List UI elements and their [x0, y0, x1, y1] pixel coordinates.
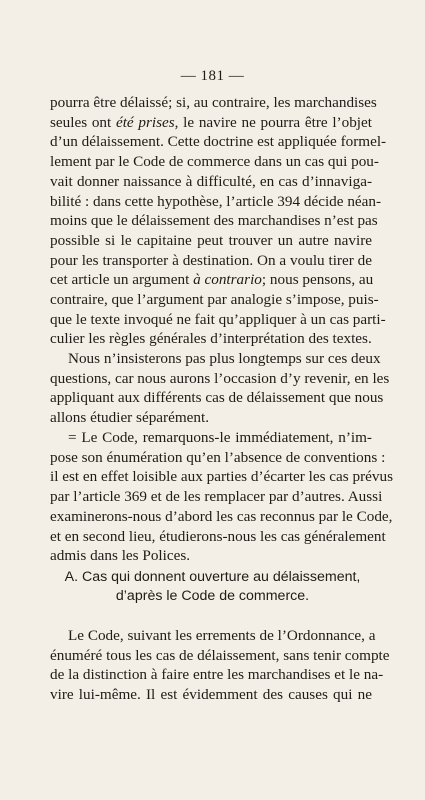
text-line: vait donner naissance à difficulté, en cas d’innaviga-	[50, 172, 372, 190]
text-line: vire lui-même. Il est évidemment des causes qui ne	[50, 686, 372, 704]
heading-line: A. Cas qui donnent ouverture au délaissement,	[64, 569, 361, 585]
text-line: bilité : dans cette hypothèse, l’article 394 décide néan-	[50, 192, 382, 210]
section-heading	[50, 568, 375, 606]
text-line: allons étudier séparément.	[50, 409, 209, 427]
text-line: moins que le délaissement des marchandises n’est pas	[50, 212, 378, 230]
paragraph-4	[50, 626, 390, 705]
text-line: par l’article 369 et de les remplacer par d’autres. Aussi	[50, 488, 383, 506]
text-line: Nous n’insisterons pas plus longtemps sur ces deux	[68, 350, 381, 367]
text-line: questions, car nous aurons l’occasion d’y revenir, en les	[50, 369, 390, 387]
text-line: pose son énumération qu’en l’absence de conventions :	[50, 448, 386, 466]
paragraph-2	[50, 349, 390, 428]
text-line: énuméré tous les cas de délaissement, sans tenir compte	[50, 646, 390, 664]
text-line: et en second lieu, étudierons-nous les cas généralement	[50, 527, 386, 545]
text-line: d’un délaissement. Cette doctrine est appliquée formel-	[50, 133, 387, 151]
text-line: cet article un argument à contrario; nous pensons, au	[50, 271, 374, 289]
heading-line: d’après le Code de commerce.	[115, 588, 310, 604]
text-line: pourra être délaissé; si, au contraire, les marchandises	[50, 94, 377, 111]
text-line: examinerons-nous d’abord les cas reconnus par le Code,	[50, 507, 393, 525]
text-line: pour les transporter à destination. On a voulu tirer de	[50, 251, 372, 269]
text-line: de la distinction à faire entre les marchandises et le na-	[50, 666, 384, 684]
text-line: contraire, que l’argument par analogie s’impose, puis-	[50, 291, 379, 309]
text-line: culier les règles générales d’interprétation des textes.	[50, 330, 372, 348]
text-line: Le Code, suivant les errements de l’Ordonnance, a	[68, 627, 376, 644]
text-line: seules ont été prises, le navire ne pourra être l’objet	[50, 113, 372, 131]
paragraph-1	[50, 93, 387, 349]
text-line: possible si le capitaine peut trouver un autre navire	[50, 231, 372, 249]
text-line: lement par le Code de commerce dans un cas qui pou-	[50, 153, 379, 171]
text-line: admis dans les Polices.	[50, 547, 191, 565]
text-line: il est en effet loisible aux parties d’écarter les cas prévus	[50, 468, 393, 486]
paragraph-3	[50, 428, 393, 566]
page-number: — 181 —	[180, 68, 245, 84]
text-line: = Le Code, remarquons-le immédiatement, n’im-	[68, 429, 372, 446]
text-line: que le texte invoqué ne fait qu’appliquer à un cas parti-	[50, 310, 386, 328]
text-line: appliquant aux différents cas de délaissement que nous	[50, 389, 384, 407]
